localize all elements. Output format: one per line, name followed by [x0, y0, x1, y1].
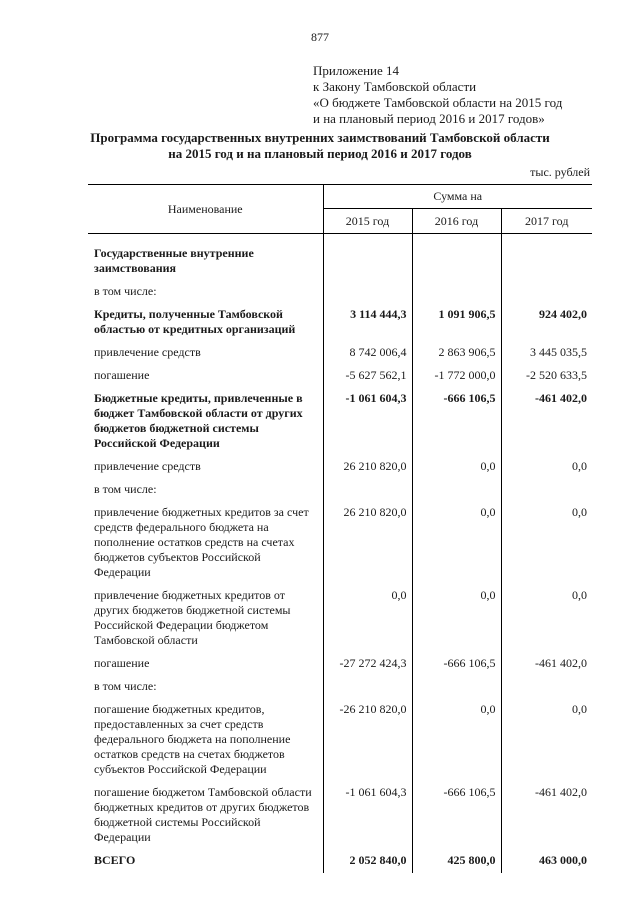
value-2016: [412, 676, 501, 699]
row-name: привлечение бюджетных кредитов за счет средств федерального бюджета на пополнение остатков средств на счетах бюджетов субъектов Российской Федерации: [94, 505, 309, 579]
table-row: [88, 342, 592, 365]
value-2015: 0,0: [323, 585, 412, 653]
table-row: [88, 304, 592, 342]
title-line: на 2015 год и на плановый период 2016 и 2017 годов: [168, 146, 472, 161]
value-2016: 1 091 906,5: [412, 304, 501, 342]
value-2015: -26 210 820,0: [323, 699, 412, 782]
row-name: погашение бюджетных кредитов, предоставленных за счет средств федерального бюджета на пополнение остатков средств на счетах бюджетов субъектов Российской Федерации: [94, 702, 291, 776]
row-name: погашение: [94, 656, 150, 670]
row-name: погашение: [94, 368, 150, 382]
value-2015: [323, 479, 412, 502]
value-2016: 425 800,0: [412, 850, 501, 873]
value-2017: 0,0: [501, 699, 592, 782]
value-2015: -27 272 424,3: [323, 653, 412, 676]
value-2015: 8 742 006,4: [323, 342, 412, 365]
row-name: привлечение средств: [94, 345, 201, 359]
appendix-line: к Закону Тамбовской области: [313, 79, 477, 94]
appendix-line: «О бюджете Тамбовской области на 2015 год: [313, 95, 563, 110]
value-2015: 26 210 820,0: [323, 502, 412, 585]
value-2015: 3 114 444,3: [323, 304, 412, 342]
row-name: Государственные внутренние заимствования: [94, 246, 254, 275]
value-2016: 0,0: [412, 456, 501, 479]
value-2016: 0,0: [412, 699, 501, 782]
value-2017: 0,0: [501, 456, 592, 479]
value-2017: 3 445 035,5: [501, 342, 592, 365]
value-2015: [323, 281, 412, 304]
table-row: [88, 234, 592, 282]
value-2015: [323, 234, 412, 282]
row-name: Бюджетные кредиты, привлеченные в бюджет Тамбовской области от других бюджетов бюджетной системы Российской Федерации: [94, 391, 303, 450]
value-2015: 26 210 820,0: [323, 456, 412, 479]
title-line: Программа государственных внутренних заимствований Тамбовской области: [90, 130, 550, 145]
value-2017: [501, 281, 592, 304]
total-row: [88, 850, 592, 873]
value-2017: -461 402,0: [501, 653, 592, 676]
value-2017: [501, 479, 592, 502]
row-name: Кредиты, полученные Тамбовской областью от кредитных организаций: [94, 307, 296, 336]
table-row: [88, 653, 592, 676]
appendix-line: Приложение 14: [313, 63, 400, 78]
value-2017: -2 520 633,5: [501, 365, 592, 388]
value-2015: -1 061 604,3: [323, 388, 412, 456]
value-2017: 0,0: [501, 502, 592, 585]
value-2015: 2 052 840,0: [323, 850, 412, 873]
row-name: привлечение бюджетных кредитов от других бюджетов бюджетной системы Российской Федерации бюджетом Тамбовской области: [94, 588, 291, 647]
value-2017: [501, 676, 592, 699]
value-2017: 463 000,0: [501, 850, 592, 873]
value-2016: -666 106,5: [412, 653, 501, 676]
value-2015: [323, 676, 412, 699]
header-sum: Сумма на: [323, 185, 592, 209]
value-2016: -666 106,5: [412, 388, 501, 456]
row-name: погашение бюджетом Тамбовской области бюджетных кредитов от других бюджетов бюджетной системы Российской Федерации: [94, 785, 312, 844]
row-name: ВСЕГО: [94, 853, 136, 867]
row-name: привлечение средств: [94, 459, 201, 473]
table-row: [88, 388, 592, 456]
table-row: [88, 782, 592, 850]
header-year: 2017 год: [501, 209, 592, 234]
page-number: 877: [311, 30, 329, 44]
value-2017: [501, 234, 592, 282]
table-row: [88, 281, 592, 304]
value-2017: -461 402,0: [501, 782, 592, 850]
table-row: [88, 456, 592, 479]
value-2016: [412, 234, 501, 282]
value-2015: -5 627 562,1: [323, 365, 412, 388]
table-row: [88, 585, 592, 653]
value-2016: -666 106,5: [412, 782, 501, 850]
borrowing-table: [88, 184, 592, 873]
table-row: [88, 479, 592, 502]
value-2017: 0,0: [501, 585, 592, 653]
row-name: в том числе:: [94, 284, 157, 298]
table-row: [88, 365, 592, 388]
value-2016: -1 772 000,0: [412, 365, 501, 388]
header-year: 2016 год: [412, 209, 501, 234]
appendix-header: [313, 63, 562, 127]
value-2016: 0,0: [412, 585, 501, 653]
table-row: [88, 676, 592, 699]
value-2016: 2 863 906,5: [412, 342, 501, 365]
value-2016: 0,0: [412, 502, 501, 585]
row-name: в том числе:: [94, 482, 157, 496]
appendix-line: и на плановый период 2016 и 2017 годов»: [313, 111, 545, 126]
units-label: тыс. рублей: [530, 165, 590, 179]
table-row: [88, 502, 592, 585]
value-2015: -1 061 604,3: [323, 782, 412, 850]
table-row: [88, 699, 592, 782]
header-year: 2015 год: [323, 209, 412, 234]
value-2016: [412, 281, 501, 304]
value-2017: -461 402,0: [501, 388, 592, 456]
row-name: в том числе:: [94, 679, 157, 693]
header-name: Наименование: [88, 185, 323, 234]
value-2016: [412, 479, 501, 502]
value-2017: 924 402,0: [501, 304, 592, 342]
document-title: [0, 130, 640, 162]
